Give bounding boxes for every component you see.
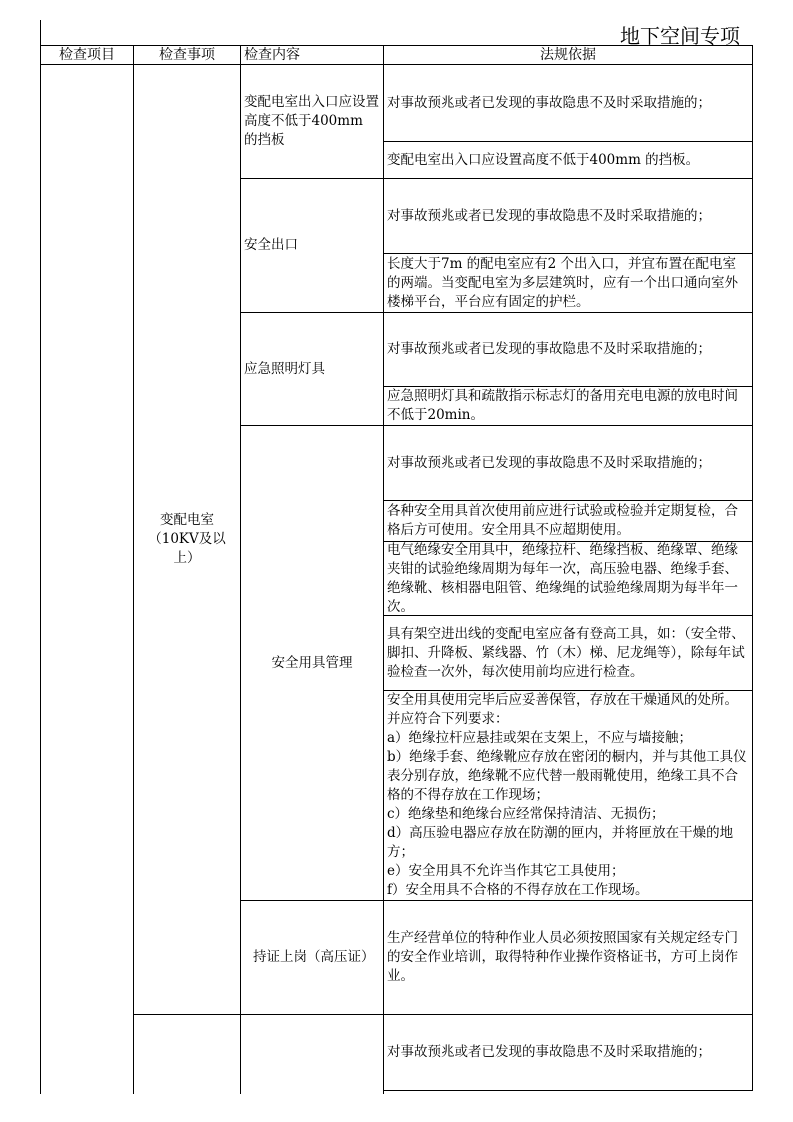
header-check-item: 检查项目	[40, 45, 134, 65]
law-cell: 应急照明灯具和疏散指示标志灯的备用充电电源的放电时间不低于20min。	[383, 386, 753, 426]
law-cell: 对事故预兆或者已发现的事故隐患不及时采取措施的；	[383, 425, 753, 501]
content-cell: 变配电室出入口应设置高度不低于400mm 的挡板	[240, 64, 384, 179]
law-cell: 电气绝缘安全用具中，绝缘拉杆、绝缘挡板、绝缘罩、绝缘夹钳的试验绝缘周期为每年一次，高压验电器、绝缘手套、绝缘靴、核相器电阻管、绝缘绳的试验绝缘周期为每半年一次。	[383, 541, 753, 616]
header-legal-basis: 法规依据	[383, 45, 753, 65]
law-cell: 各种安全用具首次使用前应进行试验或检验并定期复检，合格后方可使用。安全用具不应超期使用。	[383, 500, 753, 542]
content-cell: 安全出口	[240, 178, 384, 313]
check-item-cell	[40, 64, 134, 1094]
content-cell	[240, 1014, 384, 1094]
law-cell: 对事故预兆或者已发现的事故隐患不及时采取措施的；	[383, 1014, 753, 1091]
header-check-content: 检查内容	[240, 45, 384, 65]
content-cell: 安全用具管理	[240, 425, 384, 901]
law-cell: 对事故预兆或者已发现的事故隐患不及时采取措施的；	[383, 64, 753, 142]
law-cell: 对事故预兆或者已发现的事故隐患不及时采取措施的；	[383, 178, 753, 254]
law-cell: 长度大于7m 的配电室应有2 个出入口，并宜布置在配电室的两端。当变配电室为多层建筑时，应有一个出口通向室外楼梯平台，平台应有固定的护栏。	[383, 253, 753, 313]
content-cell: 持证上岗（高压证）	[240, 900, 384, 1015]
law-cell: 安全用具使用完毕后应妥善保管，存放在干燥通风的处所。并应符合下列要求： a）绝缘拉杆应悬挂或架在支架上，不应与墙接触； b）绝缘手套、绝缘靴应存放在密闭的橱内，并与其他工具仪表分别存放，绝缘靴不应代替一般雨靴使用，绝缘工具不合格的不得存放在工作现场； c）绝缘垫和绝缘台应经常保持清洁、无损伤； d）高压验电器应存放在防潮的匣内，并将匣放在干燥的地方； e）安全用具不允许当作其它工具使用； f）安全用具不合格的不得存放在工作现场。	[383, 690, 753, 901]
check-matter-cell: 变配电室（10KV及以上）	[133, 64, 241, 1015]
law-cell: 对事故预兆或者已发现的事故隐患不及时采取措施的；	[383, 312, 753, 387]
law-cell: 具有架空进出线的变配电室应备有登高工具，如：（安全带、脚扣、升降板、紧线器、竹（木）梯、尼龙绳等），除每年试验检查一次外，每次使用前均应进行检查。	[383, 615, 753, 691]
check-matter-cell-next	[133, 1014, 241, 1094]
header-check-matter: 检查事项	[133, 45, 241, 65]
law-cell: 生产经营单位的特种作业人员必须按照国家有关规定经专门的安全作业培训，取得特种作业操作资格证书，方可上岗作业。	[383, 900, 753, 1015]
document-title: 地下空间专项	[620, 24, 740, 46]
content-cell: 应急照明灯具	[240, 312, 384, 426]
law-cell: 变配电室出入口应设置高度不低于400mm 的挡板。	[383, 141, 753, 179]
